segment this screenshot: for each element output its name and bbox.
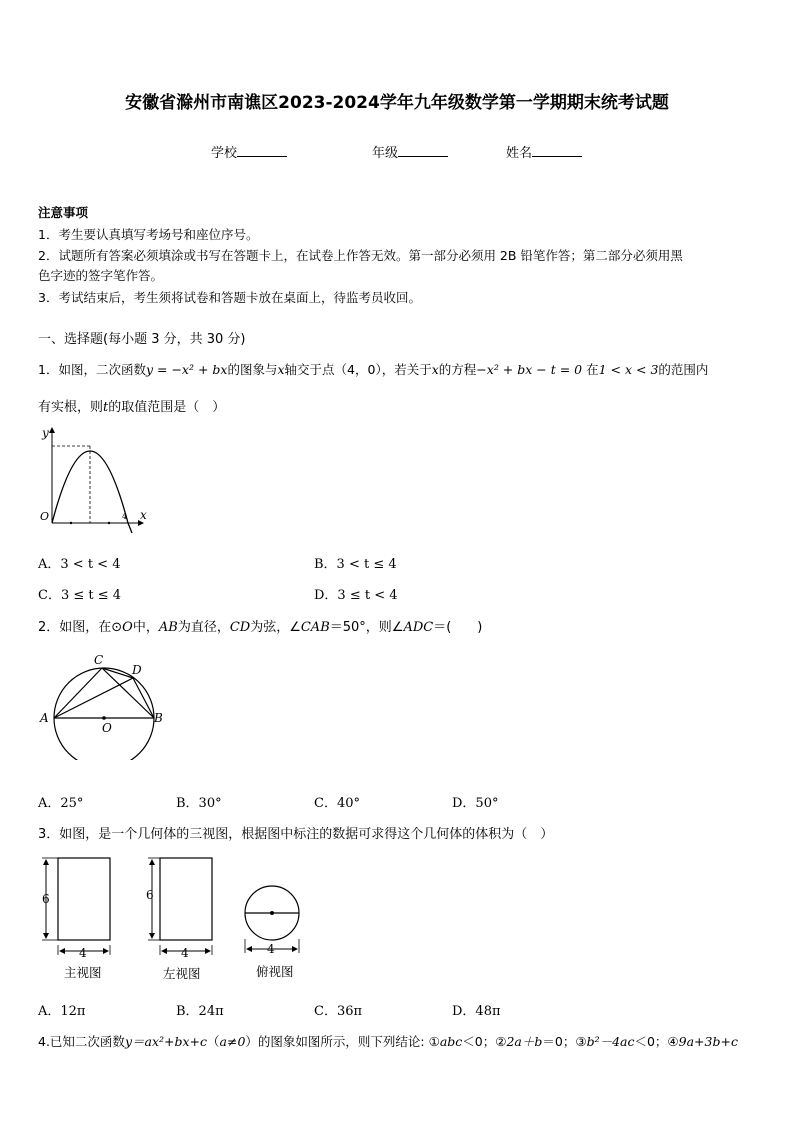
notice-item: 3．考试结束后，考生须将试卷和答题卡放在桌面上，待监考员收回。 [38, 290, 421, 305]
chord-ad [54, 678, 133, 718]
q2-option-a[interactable]: A．25° [38, 796, 84, 811]
notice-item: 色字迹的签字笔作答。 [38, 268, 164, 283]
front-width-label: 4 [79, 946, 87, 960]
name-field [506, 142, 582, 161]
side-height-label: 6 [146, 888, 154, 902]
notice-heading: 注意事项 [38, 205, 89, 220]
q1-option-c[interactable]: C．3 ≤ t ≤ 4 [38, 588, 122, 603]
top-view-center [270, 911, 274, 915]
x-axis-label: x [140, 508, 147, 522]
q1-option-a[interactable]: A．3 < t < 4 [38, 557, 121, 572]
section-heading: 一、选择题(每小题 3 分，共 30 分) [38, 332, 246, 347]
side-width-label: 4 [181, 946, 189, 960]
name-label: 姓名 [506, 146, 533, 161]
q2-option-d[interactable]: D．50° [452, 796, 499, 811]
question-4-text: 4.已知二次函数y＝ax²+bx+c（a≠0）的图象如图所示，则下列结论: ①abc＜0；②2a＋b＝0；③b²－4ac＜0；④9a+3b+c [38, 1034, 738, 1049]
tick-label: 4 [122, 512, 128, 521]
page-title: 安徽省滁州市南谯区2023-2024学年九年级数学第一学期期末统考试题 [125, 93, 669, 113]
q3-option-a[interactable]: A．12π [38, 1004, 86, 1019]
circle-o [54, 668, 154, 760]
center-dot [102, 716, 106, 720]
side-view-rect [160, 858, 212, 940]
question-2-text: 2．如图，在⊙O中，AB为直径，CD为弦，∠CAB＝50°，则∠ADC＝( ) [38, 620, 483, 635]
point-a-label: A [40, 711, 49, 725]
question-1-line2: 有实根，则t的取值范围是（ ） [38, 400, 226, 415]
grade-label: 年级 [372, 146, 399, 161]
q1-option-d[interactable]: D．3 ≤ t < 4 [314, 588, 398, 603]
front-view-rect [58, 858, 110, 940]
tick-dot [70, 522, 72, 524]
front-height-label: 6 [42, 892, 50, 906]
top-view-caption: 俯视图 [256, 964, 294, 979]
school-label: 学校 [211, 146, 238, 161]
grade-field [372, 142, 448, 161]
point-b-label: B [154, 711, 163, 725]
front-view-caption: 主视图 [64, 965, 102, 980]
parabola-graph [36, 423, 156, 535]
name-blank [532, 145, 582, 157]
notice-item: 2．试题所有答案必须填涂或书写在答题卡上，在试卷上作答无效。第一部分必须用 2B 铅笔作答；第二部分必须用黑 [38, 248, 683, 263]
point-d-label: D [132, 663, 142, 677]
y-axis-arrow [49, 427, 55, 433]
parabola-tail [128, 523, 132, 533]
grade-blank [398, 145, 448, 157]
q2-option-b[interactable]: B．30° [176, 796, 222, 811]
school-field [211, 142, 287, 161]
point-o-label: O [102, 721, 112, 735]
tick-dot [108, 522, 110, 524]
side-view-caption: 左视图 [163, 966, 201, 981]
q3-option-d[interactable]: D．48π [452, 1004, 501, 1019]
chord-db [133, 678, 154, 718]
q1-option-b[interactable]: B．3 < t ≤ 4 [314, 557, 397, 572]
q2-option-c[interactable]: C．40° [314, 796, 360, 811]
q3-option-b[interactable]: B．24π [176, 1004, 224, 1019]
point-c-label: C [94, 653, 104, 667]
question-1-line1: 1．如图，二次函数y = −x² + bx的图象与x轴交于点（4，0），若关于x的方程−x² + bx − t = 0 在1 < x < 3的范围内 [38, 362, 709, 377]
circle-figure [36, 648, 170, 760]
chord-cb [102, 668, 154, 718]
q3-option-c[interactable]: C．36π [314, 1004, 363, 1019]
origin-label: O [40, 510, 50, 523]
y-axis-label: y [42, 426, 49, 440]
notice-item: 1．考生要认真填写考场号和座位序号。 [38, 227, 259, 242]
top-width-label: 4 [267, 942, 275, 956]
question-3-text: 3．如图，是一个几何体的三视图，根据图中标注的数据可求得这个几何体的体积为（ ） [38, 827, 554, 842]
school-blank [237, 145, 287, 157]
